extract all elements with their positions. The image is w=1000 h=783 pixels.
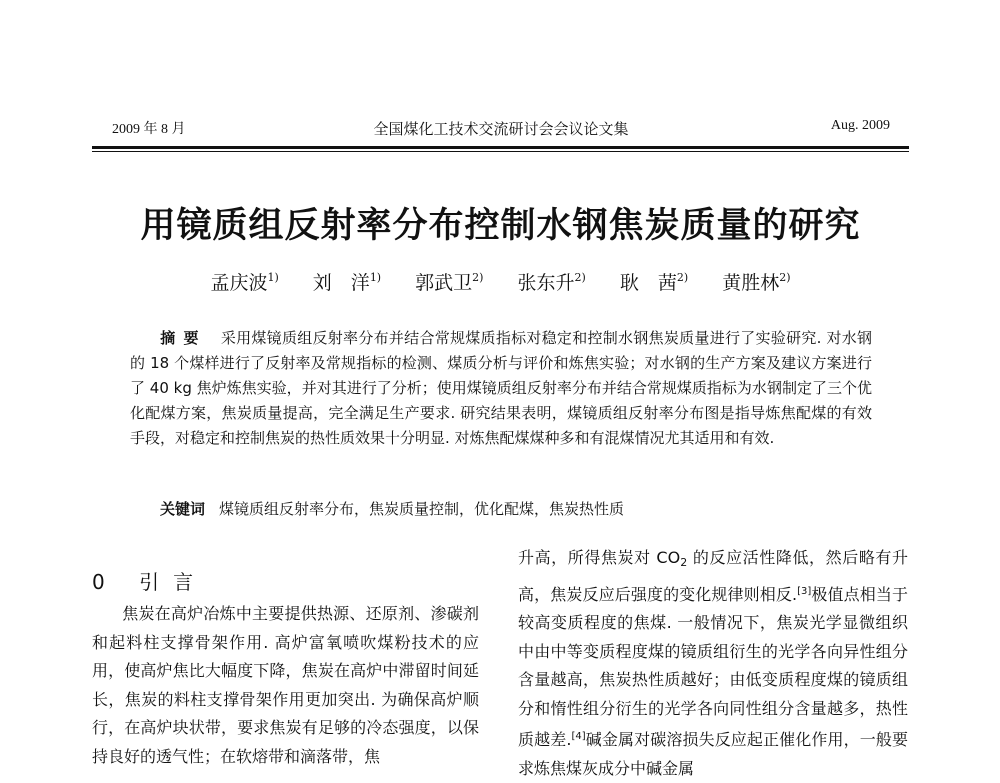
subscript: 2 [680, 556, 688, 569]
author-affiliation: 1) [369, 271, 382, 284]
citation-ref: [3] [797, 585, 812, 597]
author-name: 孟庆波 [210, 272, 268, 294]
paragraph-text-4: 碱金属对碳溶损失反应起正催化作用，一般要求炼焦煤灰成分中碱金属 [518, 730, 908, 778]
author [518, 268, 586, 295]
author-name: 郭武卫 [415, 272, 473, 294]
section-title: 引言 [139, 570, 208, 594]
keywords-label: 关键词 [160, 500, 206, 518]
author-affiliation: 2) [574, 271, 586, 284]
paragraph [518, 544, 908, 783]
paper-title: 用镜质组反射率分布控制水钢焦炭质量的研究 [140, 205, 861, 246]
author [313, 268, 381, 295]
abstract-label: 摘要 [160, 329, 207, 347]
paragraph-text-2: 的反应活性降低，然后略有升高，焦炭反应后强度的变化规律则相反. [518, 548, 908, 604]
author-affiliation: 1) [267, 271, 279, 284]
header-rule-thick [92, 146, 909, 149]
header-proceedings-title: 全国煤化工技术交流研讨会会议论文集 [373, 120, 629, 138]
header-date: 2009 年 8 月 [112, 122, 186, 137]
paragraph-text-1: 升高，所得焦炭对 CO [518, 548, 681, 567]
author [722, 268, 790, 295]
author-name: 刘 洋 [312, 272, 370, 294]
body-column-left [92, 600, 479, 771]
author-name: 黄胜林 [722, 272, 780, 294]
section-number: 0 [92, 570, 119, 594]
keywords-text: 煤镜质组反射率分布，焦炭质量控制，优化配煤，焦炭热性质 [219, 500, 625, 518]
body-column-right [518, 544, 908, 783]
running-header [112, 118, 890, 138]
section-heading [92, 566, 207, 595]
author-affiliation: 2) [472, 271, 484, 284]
author-list [92, 268, 909, 295]
author-affiliation: 2) [676, 271, 689, 284]
keywords [130, 498, 872, 519]
author [620, 268, 688, 295]
citation-ref: [4] [571, 731, 586, 742]
paragraph-text-3: 极值点相当于较高变质程度的焦煤. 一般情况下，焦炭光学显微组织中由中等变质程度煤的镜质组衍生的光学各向异性组分含量越高，焦炭热性质越好；由低变质程度煤的镜质组分和惰性组分衍生的光学各向同性组分含量越多，热性质越差. [518, 584, 908, 749]
author-name: 张东升 [517, 272, 575, 294]
paragraph-text: 焦炭在高炉冶炼中主要提供热源、还原剂、渗碳剂和起料柱支撑骨架作用. 高炉富氧喷吹煤粉技术的应用，使高炉焦比大幅度下降，焦炭在高炉中滞留时间延长，焦炭的料柱支撑骨架作用更加突出. 为确保高炉顺行，在高炉块状带，要求焦炭有足够的冷态强度，以保持良好的透气性；在软熔带和滴落带，焦 [92, 604, 479, 766]
author [415, 268, 483, 295]
author-name: 耿 茜 [619, 272, 677, 294]
author [210, 268, 278, 295]
author-affiliation: 2) [779, 271, 791, 284]
abstract [130, 326, 872, 451]
header-date-english: Aug. 2009 [830, 118, 890, 133]
paragraph [92, 600, 479, 771]
abstract-text: 采用煤镜质组反射率分布并结合常规煤质指标对稳定和控制水钢焦炭质量进行了实验研究. 对水钢的 18 个煤样进行了反射率及常规指标的检测、煤质分析与评价和炼焦实验；对水钢的生产方案及建议方案进行了 40 kg 焦炉炼焦实验，并对其进行了分析；使用煤镜质组反射率分布并结合常规煤质指标为水钢制定了三个优化配煤方案，焦炭质量提高，完全满足生产要求. 研究结果表明，煤镜质组反射率分布图是指导炼焦配煤的有效手段，对稳定和控制焦炭的热性质效果十分明显. 对炼焦配煤煤种多和有混煤情况尤其适用和有效. [130, 329, 872, 447]
header-rule-thin [92, 151, 909, 152]
